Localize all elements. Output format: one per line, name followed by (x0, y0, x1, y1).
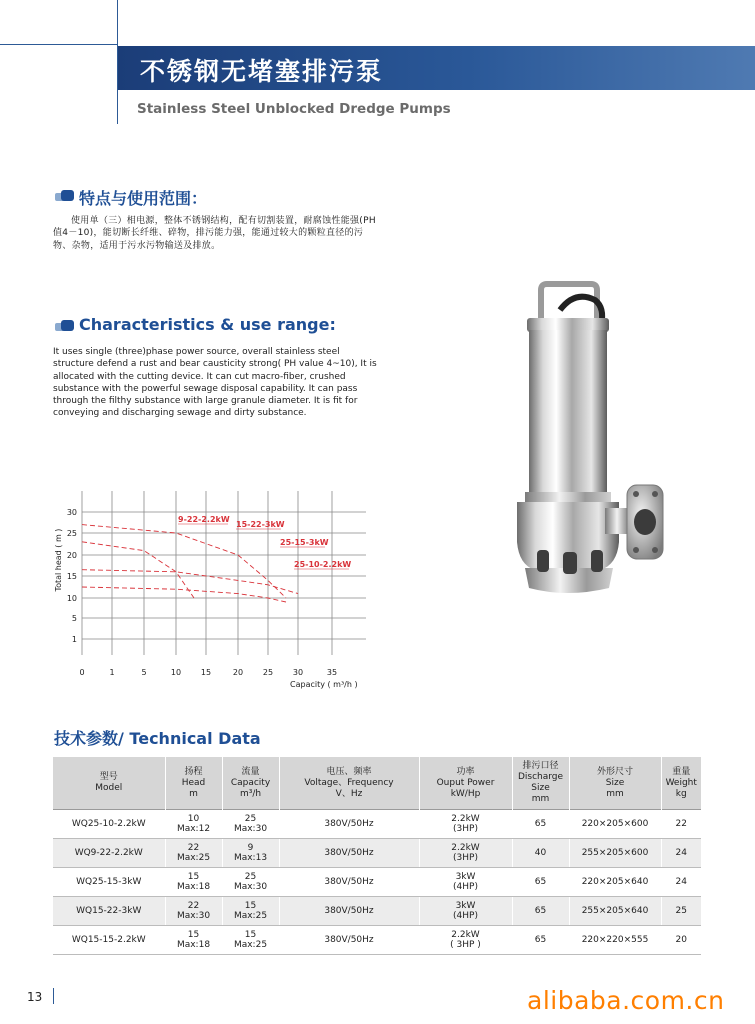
capacity-cell: 25 Max:30 (222, 868, 279, 897)
y-tick-label: 15 (66, 572, 77, 581)
discharge-cell: 65 (512, 897, 569, 926)
series-curve (82, 587, 286, 602)
x-tick-label: 5 (141, 668, 147, 677)
page-number: 13 (27, 990, 43, 1004)
table-header-row (53, 757, 701, 810)
y-tick-label: 1 (71, 635, 77, 644)
power-cell: 2.2kW (3HP) (419, 839, 512, 868)
y-tick-label: 20 (66, 551, 77, 560)
chart-y-axis-label: Total head ( m ) (54, 528, 63, 592)
x-tick-label: 1 (109, 668, 115, 677)
pump-product-image (505, 280, 680, 610)
column-header: 功率 Ouput Power kW/Hp (419, 757, 512, 810)
section-bullet-icon (55, 320, 75, 332)
table-row (53, 839, 701, 868)
voltage-cell: 380V/50Hz (279, 810, 419, 839)
capacity-cell: 25 Max:30 (222, 810, 279, 839)
tech-data-heading (54, 726, 261, 749)
model-cell: WQ15-22-3kW (53, 897, 165, 926)
voltage-cell: 380V/50Hz (279, 897, 419, 926)
weight-cell: 24 (661, 868, 701, 897)
section-bullet-icon (55, 190, 75, 202)
weight-cell: 25 (661, 897, 701, 926)
voltage-cell: 380V/50Hz (279, 868, 419, 897)
weight-cell: 22 (661, 810, 701, 839)
section-heading-en: Characteristics & use range: (79, 315, 336, 334)
model-cell: WQ25-15-3kW (53, 868, 165, 897)
y-tick-label: 30 (66, 508, 77, 517)
header-horizontal-rule (0, 44, 118, 45)
column-header: 流量 Capacity m³/h (222, 757, 279, 810)
tech-data-heading-en: Technical Data (123, 729, 261, 748)
power-cell: 3kW (4HP) (419, 868, 512, 897)
section-heading-cn: 特点与使用范围： (79, 189, 208, 208)
size-cell: 255×205×600 (569, 839, 661, 868)
page-title: 不锈钢无堵塞排污泵 (140, 57, 384, 86)
tech-data-heading-cn: 技术参数/ (54, 729, 124, 748)
x-tick-label: 20 (232, 668, 244, 677)
head-cell: 15 Max:18 (165, 926, 222, 955)
column-header: 电压、频率 Voltage、Frequency V、Hz (279, 757, 419, 810)
discharge-cell: 40 (512, 839, 569, 868)
column-header: 外形尺寸 Size mm (569, 757, 661, 810)
series-label: 15-22-3kW (236, 520, 285, 529)
model-cell: WQ25-10-2.2kW (53, 810, 165, 839)
model-cell: WQ9-22-2.2kW (53, 839, 165, 868)
weight-cell: 24 (661, 839, 701, 868)
x-tick-label: 25 (262, 668, 274, 677)
size-cell: 220×220×555 (569, 926, 661, 955)
voltage-cell: 380V/50Hz (279, 839, 419, 868)
footer-rule (53, 988, 54, 1004)
discharge-cell: 65 (512, 926, 569, 955)
size-cell: 220×205×640 (569, 868, 661, 897)
series-label: 25-10-2.2kW (294, 560, 352, 569)
series-label: 9-22-2.2kW (178, 515, 230, 524)
voltage-cell: 380V/50Hz (279, 926, 419, 955)
size-cell: 255×205×640 (569, 897, 661, 926)
page-subtitle: Stainless Steel Unblocked Dredge Pumps (137, 101, 451, 117)
series-curve (82, 525, 286, 598)
tech-data-table (53, 757, 701, 955)
x-tick-label: 35 (326, 668, 338, 677)
column-header: 排污口径 Discharge Size mm (512, 757, 569, 810)
x-tick-label: 15 (200, 668, 212, 677)
watermark-logo: alibaba.com.cn (527, 986, 725, 1015)
column-header: 扬程 Head m (165, 757, 222, 810)
power-cell: 2.2kW (3HP) (419, 810, 512, 839)
capacity-cell: 15 Max:25 (222, 897, 279, 926)
power-cell: 3kW (4HP) (419, 897, 512, 926)
model-cell: WQ15-15-2.2kW (53, 926, 165, 955)
section-body-cn: 使用单（三）相电源，整体不锈钢结构，配有切割装置，耐腐蚀性能强(PH值4－10)，能切断长纤维、碎物，排污能力强，能通过较大的颗粒直径的污物、杂物，适用于污水污物输送及排放。 (53, 216, 376, 251)
capacity-cell: 15 Max:25 (222, 926, 279, 955)
head-cell: 15 Max:18 (165, 868, 222, 897)
x-tick-label: 0 (79, 668, 85, 677)
table-row (53, 897, 701, 926)
chart-series-labels (178, 515, 351, 569)
head-cell: 22 Max:25 (165, 839, 222, 868)
table-row (53, 926, 701, 955)
series-label: 25-15-3kW (280, 538, 329, 547)
column-header: 型号 Model (53, 757, 165, 810)
power-cell: 2.2kW ( 3HP ) (419, 926, 512, 955)
x-tick-label: 10 (170, 668, 182, 677)
discharge-cell: 65 (512, 810, 569, 839)
discharge-cell: 65 (512, 868, 569, 897)
chart-curves (82, 525, 298, 602)
section-body-en: It uses single (three)phase power source, overall stainless steel structure defend a rust and bear causticity strong( PH value 4~10), It is allocated with the cutting device. It can cut macro-fiber, crushed substance with the powerful sewage disposal capability. It can pass through the filthy substance with large granule diameter. It is fit for conveying and discharging sewage and dirty substance. (53, 347, 377, 419)
head-cell: 10 Max:12 (165, 810, 222, 839)
y-tick-label: 10 (66, 594, 77, 603)
weight-cell: 20 (661, 926, 701, 955)
head-cell: 22 Max:30 (165, 897, 222, 926)
performance-chart (48, 485, 378, 695)
table-row (53, 868, 701, 897)
y-tick-label: 25 (66, 529, 77, 538)
column-header: 重量 Weight kg (661, 757, 701, 810)
table-row (53, 810, 701, 839)
x-tick-label: 30 (292, 668, 304, 677)
y-tick-label: 5 (71, 614, 77, 623)
capacity-cell: 9 Max:13 (222, 839, 279, 868)
size-cell: 220×205×600 (569, 810, 661, 839)
chart-x-axis-label: Capacity ( m³/h ) (290, 680, 358, 689)
